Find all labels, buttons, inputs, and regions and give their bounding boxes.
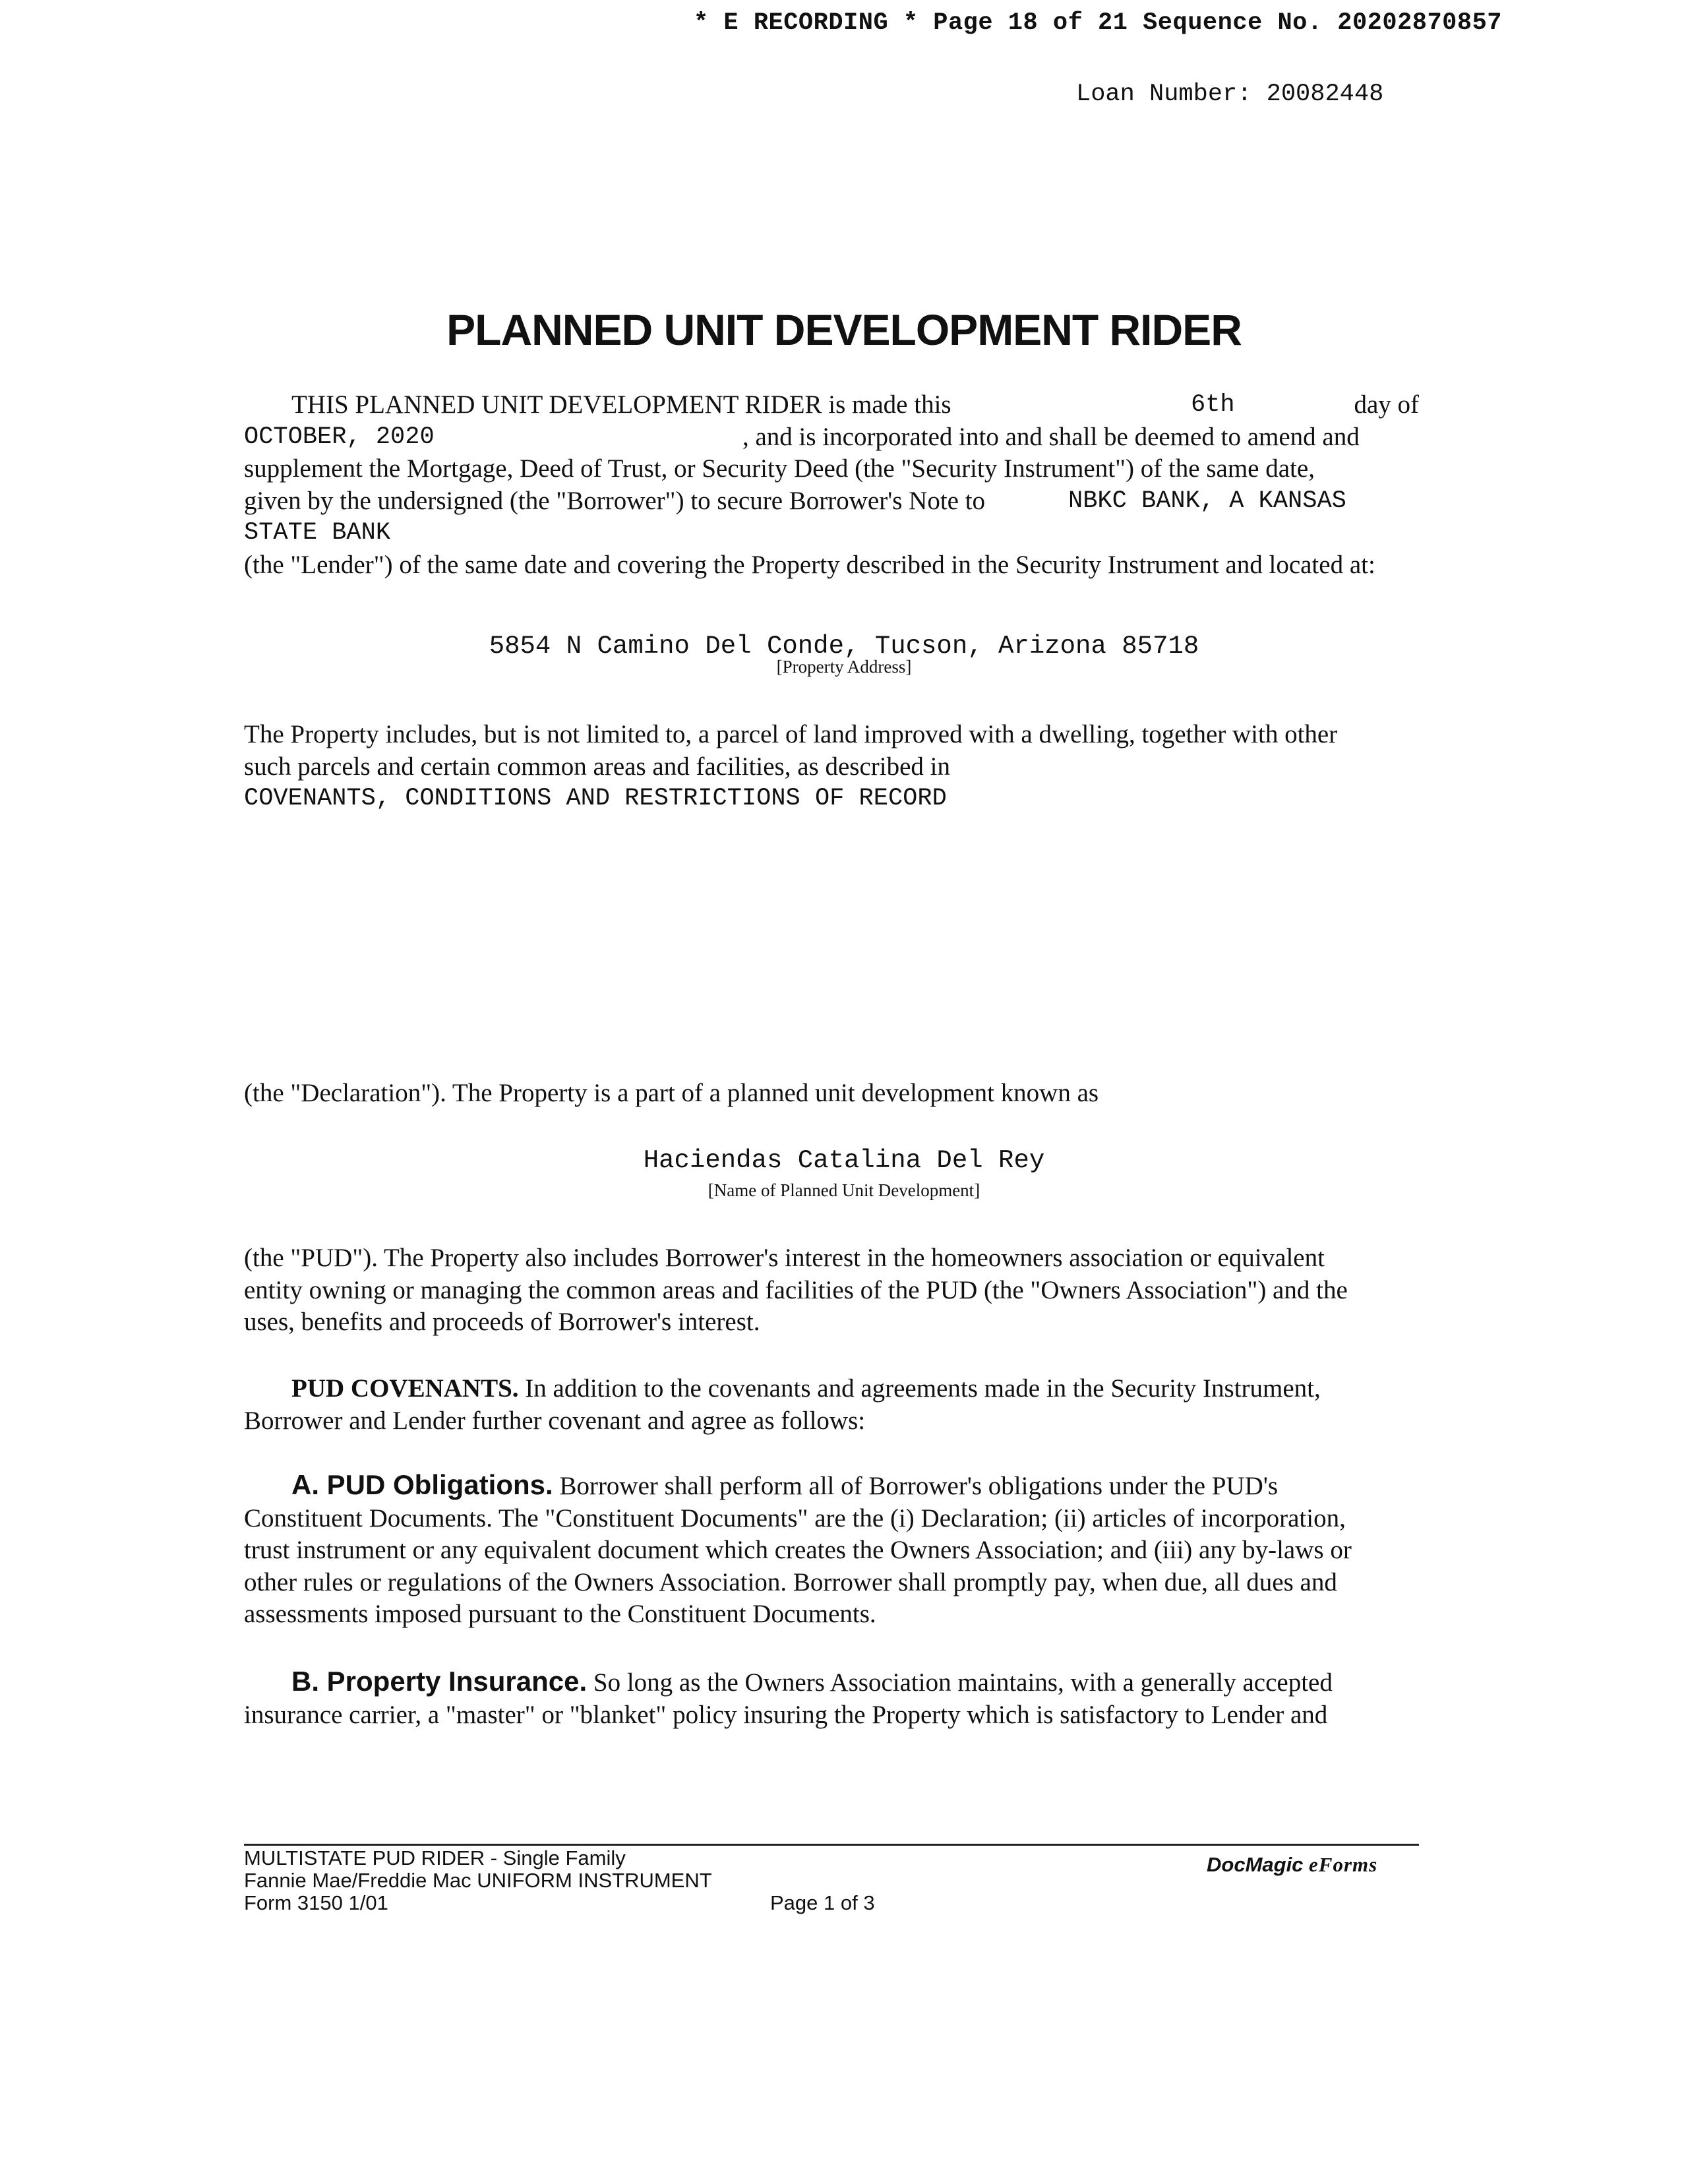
pud-name-value: Haciendas Catalina Del Rey [643,1146,1045,1175]
description-text-2: such parcels and certain common areas and facilities, as described in [244,752,950,781]
intro-paragraph [244,389,1419,581]
docmagic-logo [1207,1853,1377,1877]
pud-text-3: uses, benefits and proceeds of Borrower's interest. [244,1308,760,1336]
description-paragraph [244,719,1419,815]
brand-suffix: eForms [1309,1853,1378,1876]
section-b-text-1: So long as the Owners Association maintains, with a generally accepted [593,1668,1333,1697]
declaration-text: (the "Declaration"). The Property is a part of a planned unit development known as [244,1079,1099,1107]
footer-form-source: Fannie Mae/Freddie Mac UNIFORM INSTRUMENT [244,1869,712,1892]
section-b-paragraph [244,1666,1419,1731]
pud-text-2: entity owning or managing the common areas and facilities of the PUD (the "Owners Association") and the [244,1275,1348,1304]
document-title: PLANNED UNIT DEVELOPMENT RIDER [446,305,1242,354]
covenants-text-1: In addition to the covenants and agreements made in the Security Instrument, [525,1374,1321,1403]
footer-page-number: Page 1 of 3 [770,1891,875,1914]
recording-header: * E RECORDING * Page 18 of 21 Sequence No. 20202870857 [694,9,1502,37]
section-b-text-2: insurance carrier, a "master" or "blanket" policy insuring the Property which is satisfactory to Lender and [244,1700,1328,1729]
intro-text-3: supplement the Mortgage, Deed of Trust, or Security Deed (the "Security Instrument") of the same date, [244,454,1315,483]
covenants-heading: PUD COVENANTS. [291,1374,519,1403]
day-value: 6th [1191,391,1235,419]
intro-text-2b: , and is incorporated into and shall be deemed to amend and [742,422,1360,451]
footer-form-title: MULTISTATE PUD RIDER - Single Family [244,1846,626,1869]
section-a-text-2: Constituent Documents. The "Constituent Documents" are the (i) Declaration; (ii) articles of incorporation, [244,1503,1346,1532]
description-text-1: The Property includes, but is not limited to, a parcel of land improved with a dwelling, together with other [244,720,1338,748]
intro-text-1a: THIS PLANNED UNIT DEVELOPMENT RIDER is made this [291,390,951,419]
covenants-paragraph [244,1373,1419,1437]
section-b-heading: B. Property Insurance. [291,1666,588,1697]
pud-paragraph [244,1242,1419,1339]
pud-name-caption: [Name of Planned Unit Development] [708,1180,980,1200]
intro-text-1b: day of [1354,390,1419,419]
property-address-value: 5854 N Camino Del Conde, Tucson, Arizona 85718 [489,632,1199,661]
covenants-text-2: Borrower and Lender further covenant and agree as follows: [244,1406,866,1435]
loan-number: Loan Number: 20082448 [1076,80,1384,108]
section-a-text-1: Borrower shall perform all of Borrower's obligations under the PUD's [559,1472,1279,1500]
section-a-text-5: assessments imposed pursuant to the Constituent Documents. [244,1600,876,1628]
declaration-value: COVENANTS, CONDITIONS AND RESTRICTIONS OF RECORD [244,785,947,812]
declaration-paragraph [244,1077,1419,1110]
lender-name-2: STATE BANK [244,519,391,547]
brand-name: DocMagic [1207,1853,1304,1876]
intro-text-6: (the "Lender") of the same date and covering the Property described in the Security Instrument and located at: [244,550,1375,579]
section-a-text-4: other rules or regulations of the Owners Association. Borrower shall promptly pay, when due, all dues and [244,1567,1337,1596]
property-address-caption: [Property Address] [776,657,912,677]
footer-divider [244,1844,1419,1846]
section-a-heading: A. PUD Obligations. [291,1469,553,1500]
lender-name-1: NBKC BANK, A KANSAS [1068,487,1346,515]
intro-text-4: given by the undersigned (the "Borrower") to secure Borrower's Note to [244,486,986,515]
section-a-text-3: trust instrument or any equivalent document which creates the Owners Association; and (iii) any by-laws or [244,1536,1352,1564]
pud-text-1: (the "PUD"). The Property also includes Borrower's interest in the homeowners association or equivalent [244,1244,1325,1272]
footer-form-number: Form 3150 1/01 [244,1891,388,1914]
section-a-paragraph [244,1469,1419,1631]
month-year-value: OCTOBER, 2020 [244,423,435,451]
